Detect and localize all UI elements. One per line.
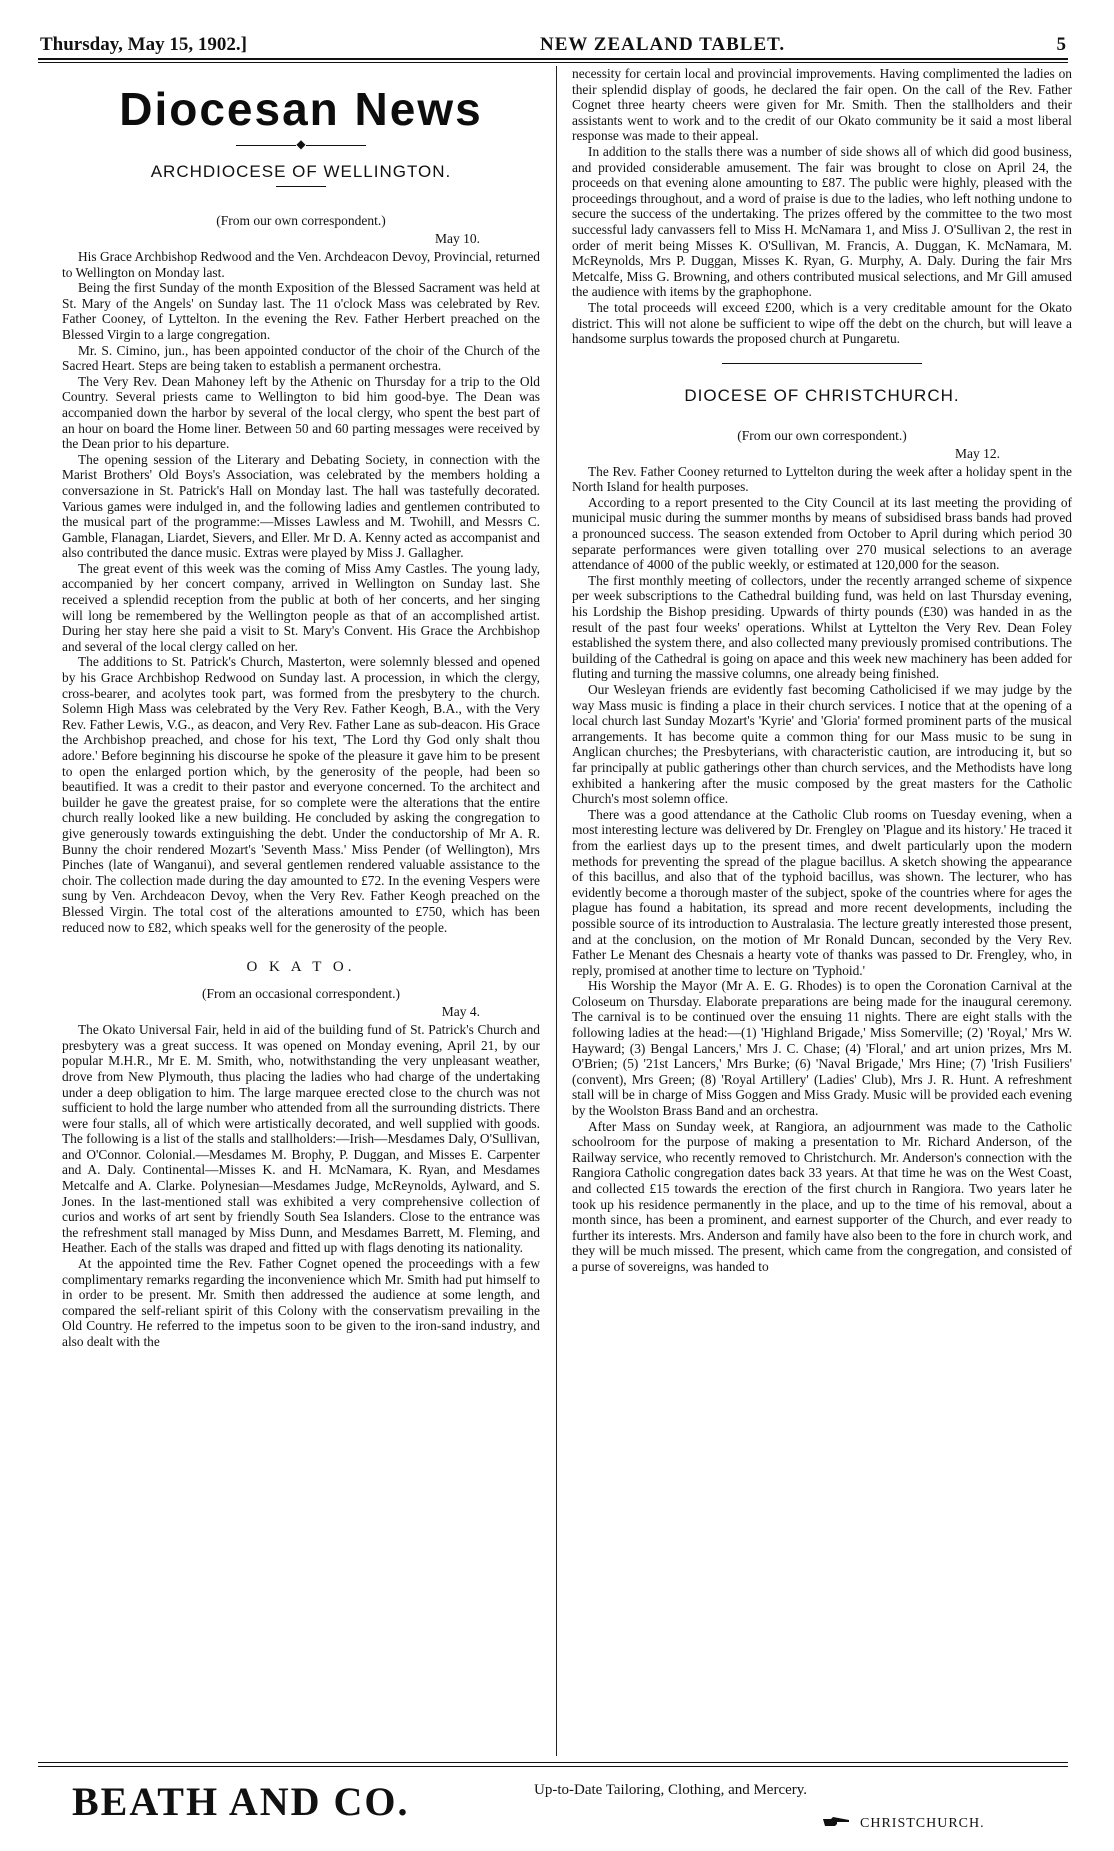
advertiser-tagline: Up-to-Date Tailoring, Clothing, and Mercery.: [534, 1782, 808, 1798]
article-paragraph: According to a report presented to the City Council at its last meeting the providing of municipal music during the summer months by means of subsidised brass bands had proved a pronounced success. The season extended from October to April during which period 30 separate performances were given totalling over 270 musical selections to an average attendance of 4000 of the public weekly, or estimated at 120,000 for the season.: [572, 494, 1072, 573]
okato-byline: (From an occasional correspondent.): [202, 986, 400, 1002]
header-rule-thin: [38, 62, 1068, 63]
running-header: [40, 34, 1066, 58]
paper-title: NEW ZEALAND TABLET.: [540, 34, 786, 55]
wellington-article: [62, 249, 540, 935]
article-paragraph: There was a good attendance at the Catholic Club rooms on Tuesday evening, when a most interesting lecture was delivered by Dr. Frengley on 'Plague and its history.' He traced it from the earliest days up to the present times, and dwelt particularly upon the modern methods for preventing the spread of the plague bacillus. A sketch showing the appearance of this bacillus, and also that of the typhoid bacillus, was shown. The lecturer, who has evidently become a thorough master of the subject, spoke of the countries where for ages the plague has found a habitation, its spread and more recent developments, including the possible source of its introduction to Australasia. The lecture greatly interested those present, and at the conclusion, on the motion of Mr Ronald Duncan, seconded by the Very Rev. Father Le Menant des Chesnais a hearty vote of thanks was passed to Dr. Frengley, who, in reply, promised at another time to lecture on 'Typhoid.': [572, 806, 1072, 978]
article-paragraph: In addition to the stalls there was a number of side shows all of which did good business, and provided considerable amusement. The fair was brought to close on April 24, the proceeds on that evening alone amounting to £87. The public were highly, pleased with the proceedings throughout, and a word of praise is due to the ladies, who left nothing undone to secure the success of the undertaking. The prizes offered by the committee to the two most successful lady canvassers fell to Miss H. McNamara 1, and Miss J. O'Sullivan 2, the rest in order of merit being Misses K. O'Sullivan, M. Francis, A. Duggan, K. McNamara, M. McReynolds, Mrs P. Duggan, Misses K. Ryan, G. Murphy, A. Daly. During the fair Mrs Metcalfe, Miss G. Browning, and others contributed musical selections, and Mr Gill amused the audience with items by the graphophone.: [572, 143, 1072, 300]
article-paragraph: At the appointed time the Rev. Father Cognet opened the proceedings with a few complimentary remarks regarding the inconvenience which Mr. Smith had put himself to in order to be present. Mr. Smith then addressed the audience at some length, and compared the self-reliant spirit of this Colony with the conservatism prevailing in the Old Country. He referred to the impetus soon to be given to the iron-sand industry, and also dealt with the: [62, 1256, 540, 1349]
wellington-byline: (From our own correspondent.): [216, 213, 386, 228]
wellington-heading: ARCHDIOCESE OF WELLINGTON.: [150, 162, 452, 181]
column-divider: [556, 66, 557, 1756]
heading-rule: [276, 186, 326, 187]
okato-article-continued: [572, 66, 1072, 347]
article-paragraph: Being the first Sunday of the month Exposition of the Blessed Sacrament was held at St. Mary of the Angels' on Sunday last. The 11 o'clock Mass was celebrated by Rev. Father Cooney, of Lyttelton. In the evening the Rev. Father Herbert preached on the Blessed Virgin to a large congregation.: [62, 280, 540, 342]
footer-rule-thin: [38, 1766, 1068, 1767]
article-paragraph: The Very Rev. Dean Mahoney left by the Athenic on Thursday for a trip to the Old Country. Several priests came to Wellington to bid him good-bye. The Dean was accompanied down the harbor by several of the local clergy, who spent the best part of an hour on board the Home liner. Between 50 and 60 parting messages were received by the Dean prior to his departure.: [62, 373, 540, 452]
header-rule: [38, 58, 1068, 60]
christchurch-heading: DIOCESE OF CHRISTCHURCH.: [684, 385, 960, 405]
diamond-ornament-icon: ◆: [62, 138, 540, 150]
article-paragraph: Mr. S. Cimino, jun., has been appointed conductor of the choir of the Church of the Sacred Heart. Steps are being taken to establish a permanent orchestra.: [62, 342, 540, 374]
article-paragraph: His Worship the Mayor (Mr A. E. G. Rhodes) is to open the Coronation Carnival at the Coloseum on Thursday. Elaborate preparations are being made for the inaugural ceremony. The carnival is to be continued over the ensuing 11 nights. There are eight stalls with the following ladies at the head:—(1) 'Highland Brigade,' Miss Somerville; (2) 'Royal,' Mrs W. Hayward; (3) Bengal Lancers,' Mrs J. C. Chase; (4) 'Floral,' and art union prizes, Mrs M. O'Brien; (5) '21st Lancers,' Mrs Burke; (6) 'Naval Brigade,' Mrs Hine; (7) 'Irish Fusiliers' (convent), Mrs Green; (8) 'Royal Artillery' (Ladies' Club), Mrs J. R. Hunt. A refreshment stall will be in charge of Miss Goggen and Miss Grady. Music will be provided each evening by the Woolston Brass Band and an orchestra.: [572, 978, 1072, 1119]
section-masthead: Diocesan News: [119, 83, 483, 135]
advertiser-city: CHRISTCHURCH.: [860, 1816, 985, 1831]
article-paragraph: The Rev. Father Cooney returned to Lyttelton during the week after a holiday spent in the North Island for health purposes.: [572, 463, 1072, 495]
article-paragraph: The additions to St. Patrick's Church, Masterton, were solemnly blessed and opened by his Grace Archbishop Redwood on Sunday last. A procession, in which the clergy, cross-bearer, and acolytes took part, was formed from the presbytery to the church. Solemn High Mass was celebrated by the Very Rev. Father Keogh, B.A., with the Very Rev. Father Lewis, V.G., as deacon, and Very Rev. Father Lane as sub-deacon. His Grace the Archbishop preached, and chose for his text, 'The Lord thy God only shalt thou adore.' Before beginning his discourse he spoke of the pleasure it gave him to be present to open the enlarged portion which, by the generosity of the people, had been so beautified. It was a credit to their pastor and everyone concerned. To the architect and builder he gave the greatest praise, for so complete were the alterations that the entire church really looked like a new building. He concluded by asking the congregation to give generously towards extinguishing the debt. Under the conductorship of Mr A. R. Bunny the choir rendered Mozart's 'Seventh Mass.' Miss Pender (of Wellington), Mrs Pinches (late of Wanganui), and several gentlemen rendered valuable assistance to the choir. The collection made during the day amounted to £72. In the evening Vespers were sung by Ven. Archdeacon Devoy, when the Very Rev. Father Keogh preached on the Blessed Virgin. The total cost of the alterations amounted to £750, which has been reduced now to £82, which speaks well for the generosity of the people.: [62, 654, 540, 935]
left-column: [62, 66, 540, 1350]
page-number: 5: [1056, 34, 1066, 55]
christchurch-date: May 12.: [955, 445, 1000, 461]
section-divider: [722, 363, 922, 364]
article-paragraph: The Okato Universal Fair, held in aid of the building fund of St. Patrick's Church and presbytery was a great success. It was opened on Monday evening, April 21, by our popular M.H.R., Mr E. M. Smith, who, notwithstanding the very unpleasant weather, drove from New Plymouth, thus placing the ladies who had charge of the undertaking under a deep obligation to him. The large marquee erected close to the church was not sufficient to hold the large number who attended from all the surrounding districts. There were four stalls, all of which were artistically decorated, and well supplied with goods. The following is a list of the stalls and stallholders:—Irish—Mesdames Daly, O'Sullivan, and O'Connor. Colonial.—Mesdames M. Brophy, P. Duggan, and Misses E. Carpenter and A. Daly. Continental—Misses K. and H. McNamara, K. Ryan, and Mesdames Metcalfe and A. Clarke. Polynesian—Mesdames Judge, McReynolds, Aylward, and S. Jones. In the last-mentioned stall was exhibited a very comprehensive collection of curios and works of art sent by friendly South Sea Islanders. Close to the entrance was the refreshment stall managed by Miss Dunn, and Mesdames Barrett, M. Fleming, and Heather. Each of the stalls was draped and fitted up with flags denoting its nationality.: [62, 1022, 540, 1256]
christchurch-article: [572, 464, 1072, 1275]
okato-article: [62, 1022, 540, 1349]
okato-heading: O K A T O.: [246, 959, 356, 976]
issue-date: Thursday, May 15, 1902.]: [40, 34, 247, 55]
article-paragraph: The first monthly meeting of collectors, under the recently arranged scheme of sixpence per week subscriptions to the Cathedral building fund, was held on last Thursday evening, his Lordship the Bishop presiding. Upwards of thirty pounds (£30) was handed in as the result of the past four weeks' operations. Whilst at Lyttelton the Very Rev. Dean Foley established the system there, and also collected many previously promised contributions. The building of the Cathedral is going on apace and this week new machinery has been added for fluting and turning the massive columns, one already being finished.: [572, 572, 1072, 682]
article-paragraph: The opening session of the Literary and Debating Society, in connection with the Marist Brothers' Old Boys's Association, was celebrated by the members holding a conversazione in St. Patrick's Hall on Monday last. The hall was tastefully decorated. Various games were indulged in, and the following ladies and gentlemen contributed to the musical part of the programme:—Misses Lawless and M. Twohill, and Messrs C. Gamble, Flanagan, Liardet, Sievers, and Eller. Mr D. A. Kenny acted as accompanist and also contributed the dance music. Extras were played by Miss J. Gallagher.: [62, 451, 540, 561]
article-paragraph: After Mass on Sunday week, at Rangiora, an adjournment was made to the Catholic schoolroom for the purpose of making a presentation to Mr. Richard Anderson, of the Railway service, who recently removed to Christchurch. Mr. Anderson's connection with the Rangiora Catholic congregation dates back 33 years. At that time he was on the West Coast, and collected £15 towards the erection of the first church in Rangiora. Two years later he took up his residence permanently in the place, and up to the time of his removal, about a month since, has been a prominent, and earnest supporter of the Church, and ever ready to further its interests. Mrs. Anderson and family have also been to the fore in church work, and they will be much missed. The present, which came from the congregation, and consisted of a purse of sovereigns, was handed to: [572, 1118, 1072, 1274]
article-paragraph: Our Wesleyan friends are evidently fast becoming Catholicised if we may judge by the way Mass music is finding a place in their church services. I notice that at the opening of a local church last Sunday Mozart's 'Kyrie' and 'Gloria' formed prominent parts of the musical arrangements. It has become quite a common thing for our Mass music to be sung in Anglican churches; the Presbyterians, with characteristic caution, are introducing it, but so far principally at public gatherings other than church services, and the Methodists have long exhibited a hankering after the music composed by the great masters for the Catholic Church's most solemn office.: [572, 682, 1072, 807]
article-paragraph: The great event of this week was the coming of Miss Amy Castles. The young lady, accompanied by her concert company, arrived in Wellington on Sunday last. She received a splendid reception from the public at both of her concerts, and her singing will long be remembered by the Wellington people as that of an accomplished artist. During her stay here she paid a visit to St. Mary's Convent. His Grace the Archbishop and several of the local clergy called on her.: [62, 560, 540, 654]
footer-rule: [38, 1762, 1068, 1763]
advertiser-name: BEATH AND CO.: [72, 1779, 410, 1824]
article-paragraph: necessity for certain local and provincial improvements. Having complimented the ladies on their splendid display of goods, he declared the fair open. On the call of the Rev. Father Cognet three hearty cheers were given for Mr. Smith. Then the stallholders and their assistants went to work and to the credit of our Okato community be it said a most liberal response was made to their appeal.: [572, 66, 1072, 144]
christchurch-byline: (From our own correspondent.): [737, 427, 907, 443]
pointing-hand-icon: [822, 1814, 852, 1830]
right-column: [572, 66, 1072, 1275]
article-paragraph: His Grace Archbishop Redwood and the Ven. Archdeacon Devoy, Provincial, returned to Wellington on Monday last.: [62, 249, 540, 280]
article-paragraph: The total proceeds will exceed £200, which is a very creditable amount for the Okato district. This will not alone be sufficient to wipe off the debt on the church, but will leave a handsome surplus towards the proposed church at Pungaretu.: [572, 299, 1072, 347]
wellington-date: May 10.: [435, 231, 480, 246]
okato-date: May 4.: [441, 1004, 480, 1020]
